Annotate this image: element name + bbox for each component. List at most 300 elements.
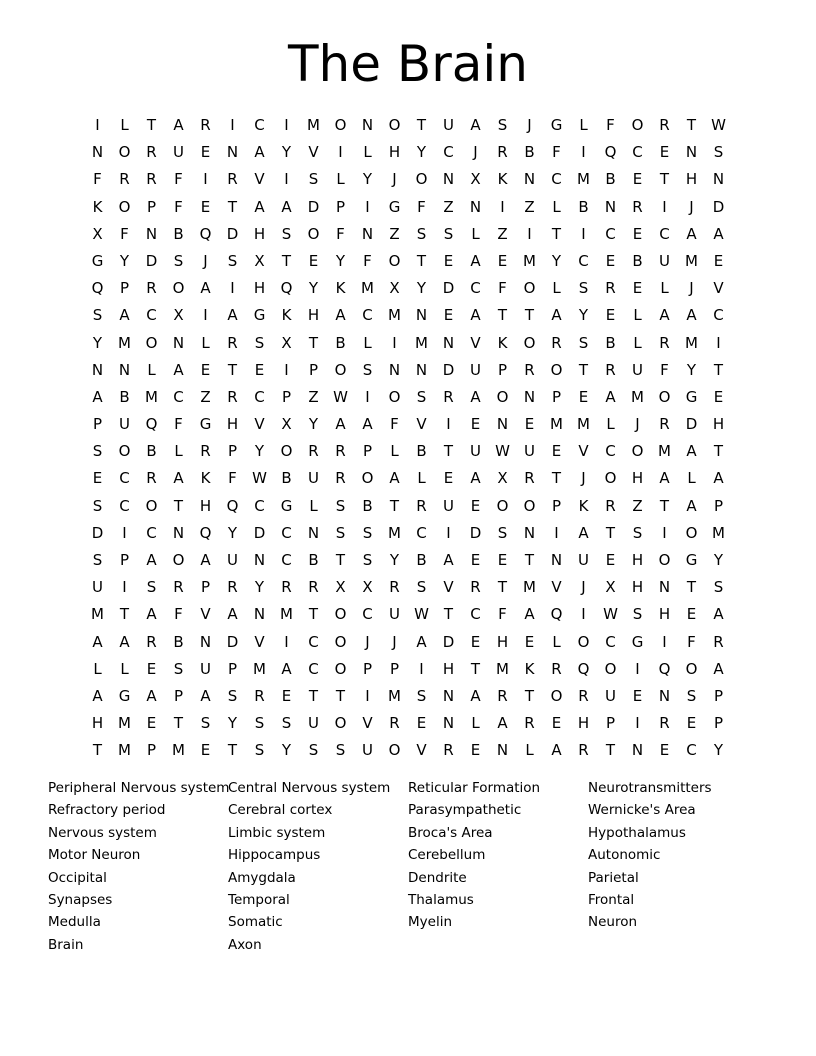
grid-cell[interactable]: E bbox=[605, 306, 616, 325]
grid-cell[interactable]: G bbox=[280, 496, 293, 515]
grid-cell[interactable]: J bbox=[392, 632, 397, 651]
grid-cell[interactable]: I bbox=[581, 224, 586, 243]
grid-cell[interactable]: D bbox=[685, 415, 698, 434]
grid-cell[interactable]: T bbox=[416, 116, 427, 134]
grid-cell[interactable]: E bbox=[497, 251, 508, 270]
grid-cell[interactable]: S bbox=[632, 523, 643, 542]
grid-cell[interactable]: D bbox=[442, 632, 455, 651]
grid-cell[interactable]: A bbox=[686, 496, 697, 515]
grid-cell[interactable]: S bbox=[416, 387, 427, 406]
grid-cell[interactable]: A bbox=[227, 605, 238, 624]
grid-cell[interactable]: I bbox=[635, 659, 640, 678]
grid-cell[interactable]: I bbox=[446, 415, 451, 434]
grid-cell[interactable]: C bbox=[281, 551, 292, 569]
grid-cell[interactable]: O bbox=[577, 632, 590, 651]
grid-cell[interactable]: F bbox=[93, 170, 102, 189]
grid-cell[interactable]: T bbox=[686, 116, 697, 134]
grid-cell[interactable]: L bbox=[417, 469, 426, 488]
grid-cell[interactable]: G bbox=[388, 197, 401, 216]
grid-cell[interactable]: B bbox=[308, 551, 319, 569]
grid-cell[interactable]: C bbox=[605, 632, 616, 651]
grid-cell[interactable]: R bbox=[173, 578, 184, 597]
grid-cell[interactable]: C bbox=[578, 251, 589, 270]
grid-cell[interactable]: A bbox=[254, 197, 265, 216]
grid-cell[interactable]: U bbox=[119, 415, 130, 434]
grid-cell[interactable]: N bbox=[118, 360, 131, 379]
grid-cell[interactable]: M bbox=[631, 387, 644, 406]
grid-cell[interactable]: R bbox=[335, 469, 346, 488]
grid-cell[interactable]: L bbox=[336, 170, 345, 189]
grid-cell[interactable]: A bbox=[470, 306, 481, 325]
grid-cell[interactable]: T bbox=[227, 197, 238, 216]
grid-cell[interactable]: Y bbox=[416, 279, 427, 298]
grid-cell[interactable]: A bbox=[92, 387, 103, 406]
grid-cell[interactable]: O bbox=[334, 605, 347, 624]
grid-cell[interactable]: U bbox=[173, 143, 184, 162]
grid-cell[interactable]: B bbox=[416, 551, 427, 569]
grid-cell[interactable]: O bbox=[334, 360, 347, 379]
grid-cell[interactable]: O bbox=[172, 551, 185, 569]
grid-cell[interactable]: V bbox=[470, 333, 481, 352]
grid-cell[interactable]: E bbox=[686, 605, 697, 624]
grid-cell[interactable]: Y bbox=[578, 306, 589, 325]
grid-cell[interactable]: Y bbox=[389, 551, 400, 569]
grid-cell[interactable]: V bbox=[254, 632, 265, 651]
grid-cell[interactable]: R bbox=[443, 387, 454, 406]
grid-cell[interactable]: U bbox=[632, 360, 643, 379]
grid-cell[interactable]: N bbox=[496, 741, 509, 760]
grid-cell[interactable]: M bbox=[91, 605, 104, 624]
grid-cell[interactable]: R bbox=[659, 714, 670, 733]
grid-cell[interactable]: A bbox=[389, 469, 400, 488]
grid-cell[interactable]: H bbox=[307, 306, 320, 325]
grid-cell[interactable]: E bbox=[281, 686, 292, 705]
grid-cell[interactable]: X bbox=[173, 306, 184, 325]
grid-cell[interactable]: S bbox=[497, 523, 508, 542]
grid-cell[interactable]: N bbox=[415, 360, 428, 379]
grid-cell[interactable]: T bbox=[308, 605, 319, 624]
grid-cell[interactable]: K bbox=[92, 197, 103, 216]
grid-cell[interactable]: E bbox=[200, 741, 211, 760]
grid-cell[interactable]: R bbox=[254, 686, 265, 705]
grid-cell[interactable]: X bbox=[497, 469, 508, 488]
grid-cell[interactable]: B bbox=[632, 251, 643, 270]
grid-cell[interactable]: T bbox=[119, 605, 130, 624]
grid-cell[interactable]: P bbox=[362, 659, 373, 678]
grid-cell[interactable]: A bbox=[470, 387, 481, 406]
grid-cell[interactable]: A bbox=[551, 306, 562, 325]
grid-cell[interactable]: Y bbox=[281, 143, 292, 162]
grid-cell[interactable]: G bbox=[631, 632, 644, 651]
grid-cell[interactable]: T bbox=[335, 551, 346, 569]
grid-cell[interactable]: L bbox=[309, 496, 318, 515]
grid-cell[interactable]: C bbox=[362, 605, 373, 624]
grid-cell[interactable]: Z bbox=[443, 197, 454, 216]
grid-cell[interactable]: A bbox=[173, 116, 184, 134]
grid-cell[interactable]: Q bbox=[577, 659, 590, 678]
grid-cell[interactable]: S bbox=[335, 523, 346, 542]
grid-cell[interactable]: X bbox=[362, 578, 373, 597]
grid-cell[interactable]: A bbox=[605, 387, 616, 406]
grid-cell[interactable]: N bbox=[91, 360, 104, 379]
grid-cell[interactable]: B bbox=[146, 442, 157, 461]
grid-cell[interactable]: T bbox=[173, 714, 184, 733]
grid-cell[interactable]: P bbox=[146, 197, 157, 216]
grid-cell[interactable]: M bbox=[388, 523, 401, 542]
grid-cell[interactable]: H bbox=[631, 578, 644, 597]
grid-cell[interactable]: P bbox=[335, 197, 346, 216]
grid-cell[interactable]: R bbox=[227, 578, 238, 597]
grid-cell[interactable]: N bbox=[631, 741, 644, 760]
grid-cell[interactable]: D bbox=[145, 251, 158, 270]
grid-cell[interactable]: S bbox=[335, 741, 346, 760]
grid-cell[interactable]: M bbox=[118, 714, 131, 733]
grid-cell[interactable]: M bbox=[658, 442, 671, 461]
grid-cell[interactable]: T bbox=[443, 442, 454, 461]
grid-cell[interactable]: X bbox=[605, 578, 616, 597]
grid-cell[interactable]: S bbox=[281, 714, 292, 733]
grid-cell[interactable]: T bbox=[713, 442, 724, 461]
grid-cell[interactable]: S bbox=[416, 578, 427, 597]
grid-cell[interactable]: T bbox=[443, 605, 454, 624]
grid-cell[interactable]: F bbox=[660, 360, 669, 379]
grid-cell[interactable]: D bbox=[469, 523, 482, 542]
grid-cell[interactable]: O bbox=[631, 442, 644, 461]
grid-cell[interactable]: R bbox=[308, 442, 319, 461]
grid-cell[interactable]: Z bbox=[308, 387, 319, 406]
grid-cell[interactable]: I bbox=[365, 387, 370, 406]
grid-cell[interactable]: S bbox=[416, 224, 427, 243]
grid-cell[interactable]: A bbox=[713, 659, 724, 678]
grid-cell[interactable]: U bbox=[470, 442, 481, 461]
grid-cell[interactable]: H bbox=[496, 632, 509, 651]
grid-cell[interactable]: S bbox=[362, 551, 373, 569]
grid-cell[interactable]: I bbox=[581, 143, 586, 162]
grid-cell[interactable]: H bbox=[712, 415, 725, 434]
grid-cell[interactable]: A bbox=[686, 442, 697, 461]
grid-cell[interactable]: A bbox=[173, 469, 184, 488]
grid-cell[interactable]: C bbox=[119, 469, 130, 488]
grid-cell[interactable]: K bbox=[578, 496, 589, 515]
grid-cell[interactable]: C bbox=[605, 442, 616, 461]
grid-cell[interactable]: E bbox=[659, 741, 670, 760]
grid-cell[interactable]: B bbox=[524, 143, 535, 162]
grid-cell[interactable]: N bbox=[307, 523, 320, 542]
grid-cell[interactable]: A bbox=[686, 306, 697, 325]
grid-cell[interactable]: P bbox=[281, 387, 292, 406]
grid-cell[interactable]: U bbox=[308, 714, 319, 733]
grid-cell[interactable]: I bbox=[635, 714, 640, 733]
grid-cell[interactable]: V bbox=[308, 143, 319, 162]
grid-cell[interactable]: A bbox=[335, 415, 346, 434]
grid-cell[interactable]: I bbox=[392, 333, 397, 352]
grid-cell[interactable]: D bbox=[307, 197, 320, 216]
grid-cell[interactable]: R bbox=[227, 333, 238, 352]
grid-cell[interactable]: B bbox=[605, 333, 616, 352]
grid-cell[interactable]: O bbox=[631, 116, 644, 134]
grid-cell[interactable]: O bbox=[118, 197, 131, 216]
grid-cell[interactable]: C bbox=[416, 523, 427, 542]
grid-cell[interactable]: E bbox=[470, 551, 481, 569]
grid-cell[interactable]: U bbox=[605, 686, 616, 705]
grid-cell[interactable]: G bbox=[685, 387, 698, 406]
grid-cell[interactable]: F bbox=[498, 279, 507, 298]
grid-cell[interactable]: J bbox=[581, 469, 586, 488]
grid-cell[interactable]: T bbox=[686, 578, 697, 597]
grid-cell[interactable]: I bbox=[230, 279, 235, 298]
grid-cell[interactable]: I bbox=[446, 523, 451, 542]
grid-cell[interactable]: T bbox=[551, 469, 562, 488]
grid-cell[interactable]: Y bbox=[416, 143, 427, 162]
grid-cell[interactable]: E bbox=[200, 360, 211, 379]
grid-cell[interactable]: B bbox=[416, 442, 427, 461]
grid-cell[interactable]: F bbox=[552, 143, 561, 162]
grid-cell[interactable]: R bbox=[659, 415, 670, 434]
grid-cell[interactable]: N bbox=[253, 605, 266, 624]
grid-cell[interactable]: L bbox=[552, 279, 561, 298]
grid-cell[interactable]: V bbox=[254, 170, 265, 189]
grid-cell[interactable]: O bbox=[118, 143, 131, 162]
grid-cell[interactable]: F bbox=[228, 469, 237, 488]
grid-cell[interactable]: E bbox=[254, 360, 265, 379]
grid-cell[interactable]: Q bbox=[91, 279, 104, 298]
grid-cell[interactable]: O bbox=[334, 632, 347, 651]
grid-cell[interactable]: S bbox=[173, 251, 184, 270]
grid-cell[interactable]: Q bbox=[604, 143, 617, 162]
grid-cell[interactable]: K bbox=[497, 333, 508, 352]
grid-cell[interactable]: D bbox=[712, 197, 725, 216]
grid-cell[interactable]: Z bbox=[632, 496, 643, 515]
grid-cell[interactable]: I bbox=[203, 306, 208, 325]
grid-cell[interactable]: S bbox=[632, 605, 643, 624]
grid-cell[interactable]: C bbox=[254, 496, 265, 515]
grid-cell[interactable]: N bbox=[496, 415, 509, 434]
grid-cell[interactable]: B bbox=[173, 632, 184, 651]
grid-cell[interactable]: H bbox=[226, 415, 239, 434]
grid-cell[interactable]: G bbox=[685, 551, 698, 569]
grid-cell[interactable]: Z bbox=[389, 224, 400, 243]
grid-cell[interactable]: J bbox=[581, 578, 586, 597]
grid-cell[interactable]: W bbox=[333, 387, 348, 406]
grid-cell[interactable]: C bbox=[281, 523, 292, 542]
grid-cell[interactable]: T bbox=[497, 306, 508, 325]
grid-cell[interactable]: Q bbox=[658, 659, 671, 678]
grid-cell[interactable]: P bbox=[362, 442, 373, 461]
grid-cell[interactable]: A bbox=[200, 551, 211, 569]
grid-cell[interactable]: Y bbox=[308, 279, 319, 298]
grid-cell[interactable]: C bbox=[551, 170, 562, 189]
grid-cell[interactable]: M bbox=[577, 415, 590, 434]
grid-cell[interactable]: P bbox=[308, 360, 319, 379]
grid-cell[interactable]: R bbox=[146, 143, 157, 162]
grid-cell[interactable]: B bbox=[335, 333, 346, 352]
grid-cell[interactable]: R bbox=[551, 659, 562, 678]
grid-cell[interactable]: A bbox=[659, 306, 670, 325]
grid-cell[interactable]: H bbox=[253, 224, 266, 243]
grid-cell[interactable]: H bbox=[631, 469, 644, 488]
grid-cell[interactable]: I bbox=[122, 523, 127, 542]
grid-cell[interactable]: W bbox=[495, 442, 510, 461]
grid-cell[interactable]: T bbox=[524, 551, 535, 569]
grid-cell[interactable]: M bbox=[685, 333, 698, 352]
grid-cell[interactable]: C bbox=[659, 224, 670, 243]
grid-cell[interactable]: R bbox=[605, 360, 616, 379]
grid-cell[interactable]: E bbox=[443, 306, 454, 325]
grid-cell[interactable]: K bbox=[335, 279, 346, 298]
grid-cell[interactable]: L bbox=[201, 333, 210, 352]
grid-cell[interactable]: P bbox=[146, 741, 157, 760]
grid-cell[interactable]: H bbox=[388, 143, 401, 162]
grid-cell[interactable]: Y bbox=[119, 251, 130, 270]
grid-cell[interactable]: R bbox=[200, 442, 211, 461]
grid-cell[interactable]: P bbox=[173, 686, 184, 705]
grid-cell[interactable]: K bbox=[281, 306, 292, 325]
grid-cell[interactable]: F bbox=[174, 197, 183, 216]
grid-cell[interactable]: A bbox=[146, 605, 157, 624]
grid-cell[interactable]: R bbox=[605, 279, 616, 298]
grid-cell[interactable]: J bbox=[473, 143, 478, 162]
grid-cell[interactable]: N bbox=[172, 523, 185, 542]
grid-cell[interactable]: T bbox=[551, 224, 562, 243]
grid-cell[interactable]: A bbox=[470, 116, 481, 134]
grid-cell[interactable]: S bbox=[713, 143, 724, 162]
grid-cell[interactable]: S bbox=[416, 686, 427, 705]
grid-cell[interactable]: E bbox=[146, 714, 157, 733]
grid-cell[interactable]: Z bbox=[200, 387, 211, 406]
grid-cell[interactable]: I bbox=[122, 578, 127, 597]
grid-cell[interactable]: M bbox=[388, 686, 401, 705]
grid-cell[interactable]: A bbox=[497, 714, 508, 733]
grid-cell[interactable]: S bbox=[200, 714, 211, 733]
grid-cell[interactable]: R bbox=[200, 116, 211, 134]
grid-cell[interactable]: B bbox=[119, 387, 130, 406]
grid-cell[interactable]: L bbox=[363, 333, 372, 352]
grid-cell[interactable]: F bbox=[498, 605, 507, 624]
grid-cell[interactable]: H bbox=[658, 605, 671, 624]
grid-cell[interactable]: T bbox=[605, 741, 616, 760]
grid-cell[interactable]: O bbox=[145, 333, 158, 352]
grid-cell[interactable]: N bbox=[226, 143, 239, 162]
grid-cell[interactable]: O bbox=[388, 387, 401, 406]
grid-cell[interactable]: S bbox=[578, 279, 589, 298]
grid-cell[interactable]: H bbox=[685, 170, 698, 189]
grid-cell[interactable]: V bbox=[416, 741, 427, 760]
grid-cell[interactable]: E bbox=[470, 415, 481, 434]
grid-cell[interactable]: Y bbox=[551, 251, 562, 270]
grid-cell[interactable]: S bbox=[254, 714, 265, 733]
grid-cell[interactable]: E bbox=[497, 551, 508, 569]
grid-cell[interactable]: N bbox=[442, 714, 455, 733]
grid-cell[interactable]: R bbox=[146, 170, 157, 189]
grid-cell[interactable]: V bbox=[443, 578, 454, 597]
grid-cell[interactable]: C bbox=[308, 659, 319, 678]
grid-cell[interactable]: T bbox=[659, 170, 670, 189]
grid-cell[interactable]: F bbox=[174, 415, 183, 434]
grid-cell[interactable]: P bbox=[200, 578, 211, 597]
grid-cell[interactable]: N bbox=[361, 116, 374, 134]
grid-cell[interactable]: C bbox=[173, 387, 184, 406]
grid-cell[interactable]: A bbox=[713, 224, 724, 243]
grid-cell[interactable]: A bbox=[443, 551, 454, 569]
grid-cell[interactable]: O bbox=[685, 659, 698, 678]
grid-cell[interactable]: J bbox=[203, 251, 208, 270]
grid-cell[interactable]: T bbox=[659, 496, 670, 515]
grid-cell[interactable]: C bbox=[362, 306, 373, 325]
grid-cell[interactable]: D bbox=[442, 360, 455, 379]
grid-cell[interactable]: S bbox=[443, 224, 454, 243]
grid-cell[interactable]: E bbox=[416, 714, 427, 733]
grid-cell[interactable]: U bbox=[659, 251, 670, 270]
grid-cell[interactable]: C bbox=[470, 605, 481, 624]
grid-cell[interactable]: Q bbox=[280, 279, 293, 298]
grid-cell[interactable]: J bbox=[392, 170, 397, 189]
grid-cell[interactable]: N bbox=[442, 686, 455, 705]
grid-cell[interactable]: A bbox=[551, 741, 562, 760]
grid-cell[interactable]: E bbox=[470, 741, 481, 760]
grid-cell[interactable]: F bbox=[363, 251, 372, 270]
grid-cell[interactable]: L bbox=[660, 279, 669, 298]
grid-cell[interactable]: U bbox=[362, 741, 373, 760]
grid-cell[interactable]: I bbox=[203, 170, 208, 189]
grid-cell[interactable]: O bbox=[361, 469, 374, 488]
grid-cell[interactable]: A bbox=[470, 469, 481, 488]
grid-cell[interactable]: V bbox=[416, 415, 427, 434]
grid-cell[interactable]: M bbox=[523, 251, 536, 270]
grid-cell[interactable]: O bbox=[415, 170, 428, 189]
grid-cell[interactable]: F bbox=[606, 116, 615, 134]
grid-cell[interactable]: R bbox=[146, 279, 157, 298]
grid-cell[interactable]: M bbox=[523, 578, 536, 597]
grid-cell[interactable]: R bbox=[578, 686, 589, 705]
grid-cell[interactable]: P bbox=[92, 415, 103, 434]
grid-cell[interactable]: Q bbox=[550, 605, 563, 624]
grid-cell[interactable]: F bbox=[687, 632, 696, 651]
grid-cell[interactable]: M bbox=[496, 659, 509, 678]
grid-cell[interactable]: O bbox=[523, 333, 536, 352]
grid-cell[interactable]: O bbox=[334, 659, 347, 678]
grid-cell[interactable]: R bbox=[605, 496, 616, 515]
grid-cell[interactable]: E bbox=[632, 170, 643, 189]
grid-cell[interactable]: A bbox=[713, 469, 724, 488]
grid-cell[interactable]: D bbox=[226, 632, 239, 651]
grid-cell[interactable]: N bbox=[523, 170, 536, 189]
grid-cell[interactable]: Y bbox=[227, 523, 238, 542]
grid-cell[interactable]: W bbox=[711, 116, 726, 134]
grid-cell[interactable]: V bbox=[551, 578, 562, 597]
grid-cell[interactable]: A bbox=[470, 251, 481, 270]
grid-cell[interactable]: L bbox=[390, 442, 399, 461]
grid-cell[interactable]: B bbox=[362, 496, 373, 515]
grid-cell[interactable]: N bbox=[91, 143, 104, 162]
grid-cell[interactable]: E bbox=[551, 714, 562, 733]
grid-cell[interactable]: M bbox=[118, 741, 131, 760]
grid-cell[interactable]: T bbox=[470, 659, 481, 678]
grid-cell[interactable]: R bbox=[146, 469, 157, 488]
grid-cell[interactable]: L bbox=[552, 632, 561, 651]
grid-cell[interactable]: O bbox=[523, 279, 536, 298]
grid-cell[interactable]: J bbox=[635, 415, 640, 434]
grid-cell[interactable]: R bbox=[497, 686, 508, 705]
grid-cell[interactable]: P bbox=[497, 360, 508, 379]
grid-cell[interactable]: T bbox=[389, 496, 400, 515]
grid-cell[interactable]: I bbox=[338, 143, 343, 162]
grid-cell[interactable]: E bbox=[605, 551, 616, 569]
grid-cell[interactable]: U bbox=[389, 605, 400, 624]
grid-cell[interactable]: O bbox=[334, 714, 347, 733]
grid-cell[interactable]: P bbox=[389, 659, 400, 678]
grid-cell[interactable]: C bbox=[605, 224, 616, 243]
grid-cell[interactable]: R bbox=[497, 143, 508, 162]
